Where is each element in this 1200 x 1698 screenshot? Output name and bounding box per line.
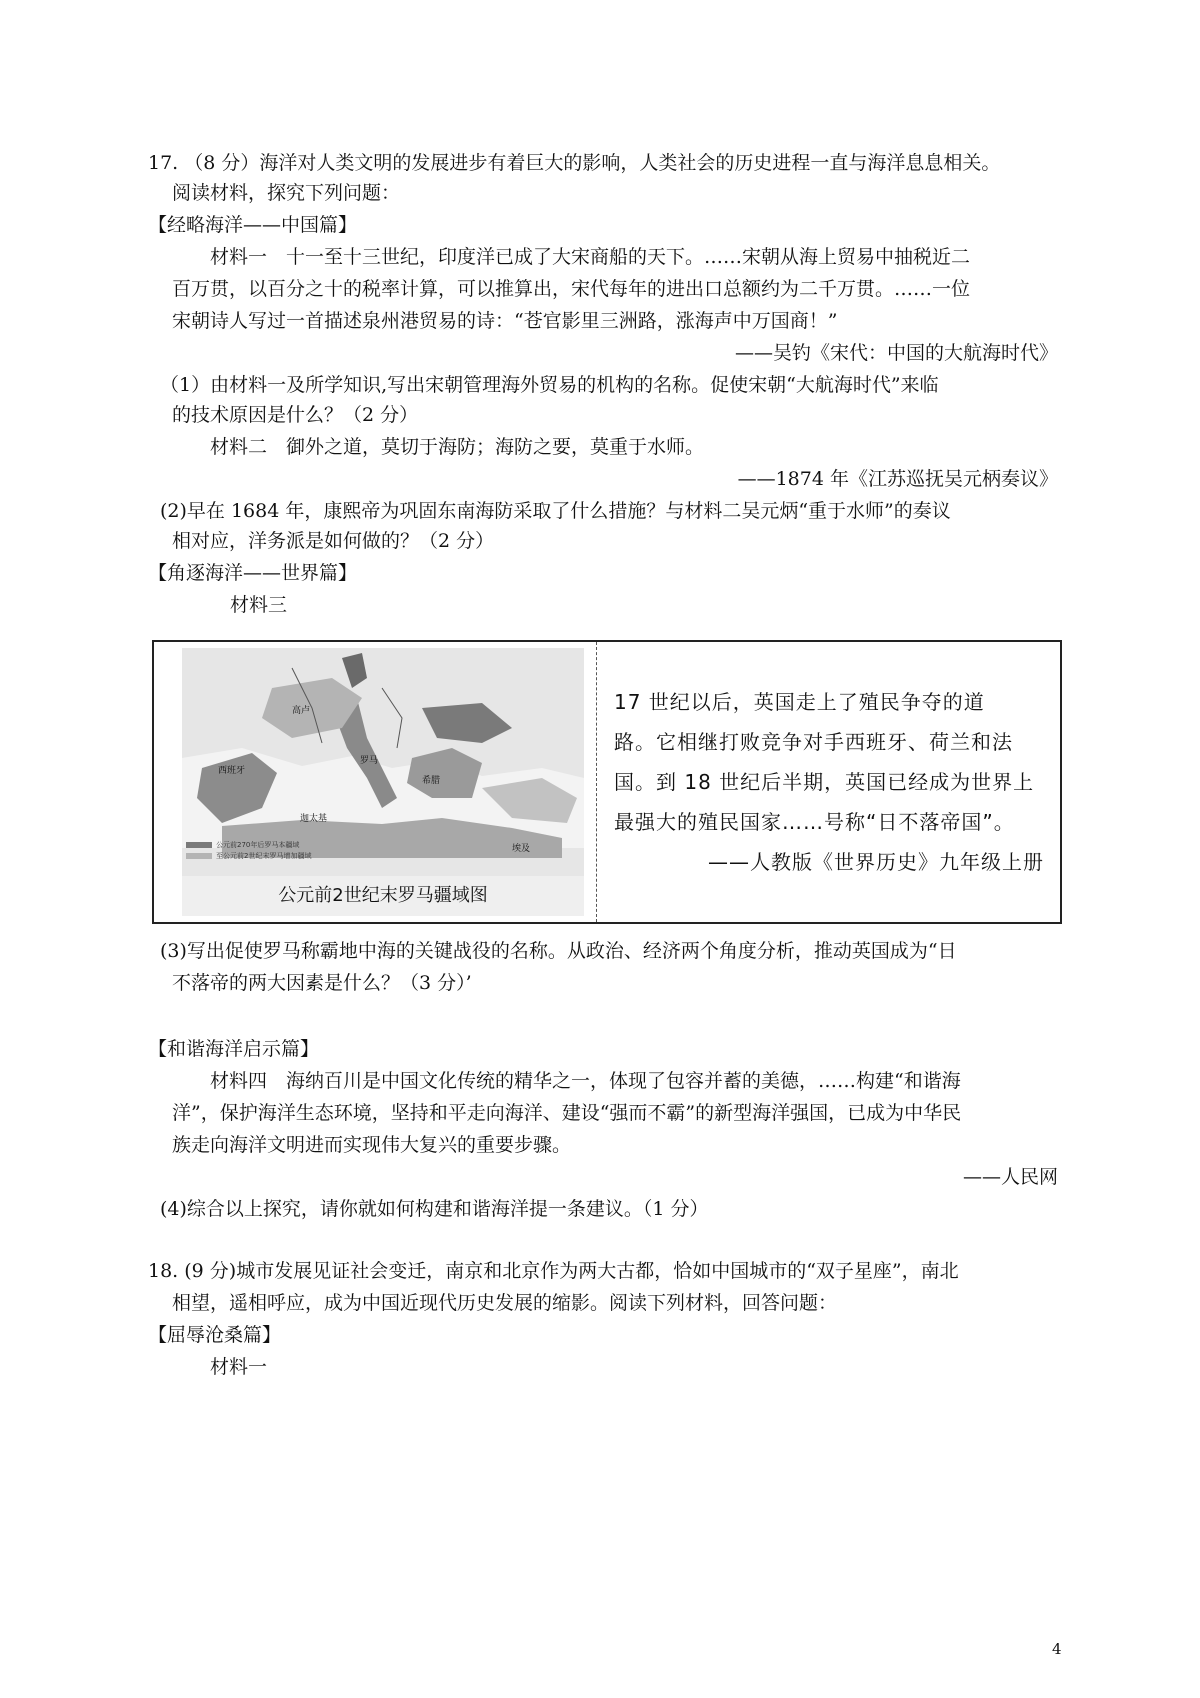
q17-intro-line-2: 阅读材料，探究下列问题：: [172, 182, 401, 204]
material-2-source: ——1874 年《江苏巡抚吴元柄奏议》: [737, 468, 1058, 490]
material-3-text-line-2: 路。它相继打败竞争对手西班牙、荷兰和法: [614, 730, 1013, 754]
legend-swatch-light: [186, 853, 212, 859]
section-china-heading: 【经略海洋——中国篇】: [148, 214, 358, 236]
material-4-line-1: 材料四 海纳百川是中国文化传统的精华之一，体现了包容并蓄的美德，……构建“和谐海: [210, 1070, 961, 1092]
section-harmony-heading: 【和谐海洋启示篇】: [148, 1038, 320, 1060]
legend-item-2: 至公元前2世纪末罗马增加疆域: [216, 852, 312, 860]
q18-intro-line-1: 18. (9 分)城市发展见证社会变迁，南京和北京作为两大古都，恰如中国城市的“双子星座”，南北: [148, 1260, 959, 1282]
material-1-line-2: 百万贯，以百分之十的税率计算，可以推算出，宋代每年的进出口总额约为二千万贯。……一位: [172, 278, 971, 300]
question-3-line-2: 不落帝的两大因素是什么？（3 分）’: [172, 972, 472, 994]
material-3-figure: [152, 640, 1062, 924]
question-1-line-1: （1）由材料一及所学知识,写出宋朝管理海外贸易的机构的名称。促使宋朝“大航海时代”来临: [160, 374, 939, 396]
legend-swatch-dark: [186, 842, 212, 848]
question-2-line-2: 相对应，洋务派是如何做的？（2 分）: [172, 530, 495, 552]
map-label-carthage: 迦太基: [300, 814, 328, 824]
material-3-source: ——人教版《世界历史》九年级上册: [708, 850, 1044, 874]
figure-divider: [596, 642, 597, 922]
roman-territory-map: [182, 648, 584, 916]
map-label-west: 西班牙: [218, 766, 246, 776]
map-caption: 公元前2世纪末罗马疆域图: [182, 876, 584, 916]
material-2: 材料二 御外之道，莫切于海防；海防之要，莫重于水师。: [210, 436, 705, 458]
map-label-egypt: 埃及: [512, 844, 531, 854]
page-number: 4: [1052, 1640, 1062, 1658]
question-1-line-2: 的技术原因是什么？（2 分）: [172, 404, 419, 426]
map-label-gaul: 高卢: [292, 706, 311, 716]
material-4-line-3: 族走向海洋文明进而实现伟大复兴的重要步骤。: [172, 1134, 572, 1156]
material-4-line-2: 洋”，保护海洋生态环境，坚持和平走向海洋、建设“强而不霸”的新型海洋强国，已成为中华民: [172, 1102, 962, 1124]
map-label-greece: 希腊: [422, 776, 441, 786]
q17-intro-line-1: 17. （8 分）海洋对人类文明的发展进步有着巨大的影响，人类社会的历史进程一直与海洋息息相关。: [148, 152, 1001, 174]
material-4-source: ——人民网: [962, 1166, 1058, 1188]
question-2-line-1: (2)早在 1684 年，康熙帝为巩固东南海防采取了什么措施？与材料二吴元炳“重于水师”的奏议: [160, 500, 951, 522]
map-legend: [186, 840, 311, 862]
material-3-text: [614, 682, 1044, 882]
material-3-label: 材料三: [230, 594, 288, 616]
q18-material-1-label: 材料一: [210, 1356, 268, 1378]
map-label-rome: 罗马: [360, 756, 379, 766]
question-4: (4)综合以上探究，请你就如何构建和谐海洋提一条建议。（1 分）: [160, 1198, 709, 1220]
q18-intro-line-2: 相望，遥相呼应，成为中国近现代历史发展的缩影。阅读下列材料，回答问题：: [172, 1292, 838, 1314]
material-3-text-line-4: 最强大的殖民国家……号称“日不落帝国”。: [614, 810, 1015, 834]
legend-item-1: 公元前270年后罗马本疆域: [216, 841, 300, 849]
material-1-source: ——吴钓《宋代：中国的大航海时代》: [734, 342, 1058, 364]
material-3-text-line-1: 17 世纪以后，英国走上了殖民争夺的道: [614, 690, 985, 714]
question-3-line-1: (3)写出促使罗马称霸地中海的关键战役的名称。从政治、经济两个角度分析，推动英国成为“日: [160, 940, 957, 962]
section-humiliation-heading: 【屈辱沧桑篇】: [148, 1324, 282, 1346]
material-1-line-1: 材料一 十一至十三世纪，印度洋已成了大宋商船的天下。……宋朝从海上贸易中抽税近二: [210, 246, 971, 268]
material-3-text-line-3: 国。到 18 世纪后半期，英国已经成为世界上: [614, 770, 1035, 794]
section-world-heading: 【角逐海洋——世界篇】: [148, 562, 358, 584]
material-1-line-3: 宋朝诗人写过一首描述泉州港贸易的诗：“苍官影里三洲路，涨海声中万国商！”: [172, 310, 838, 332]
